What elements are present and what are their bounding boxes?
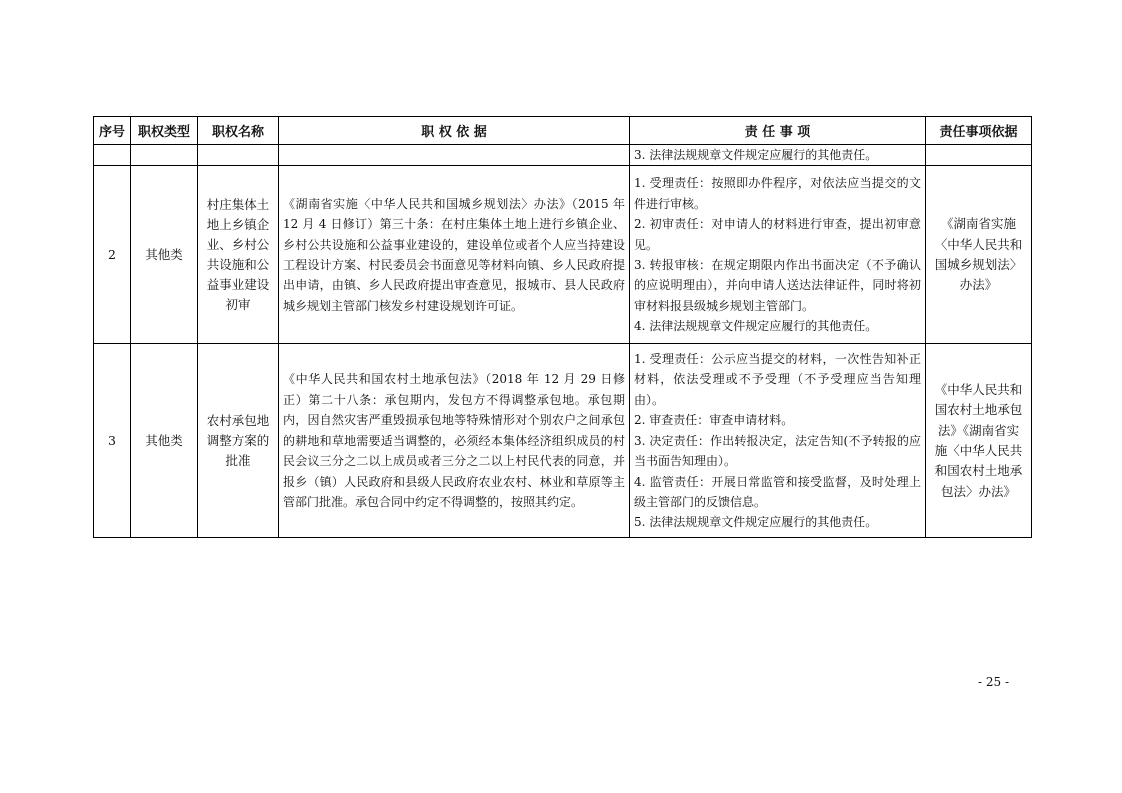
continuation-row (94, 145, 1032, 166)
row-reference: 《中华人民共和国农村土地承包法》《湖南省实施〈中华人民共和国农村土地承包法〉办法》 (926, 344, 1032, 538)
responsibility-item: 1. 受理责任：按照即办件程序，对依法应当提交的文件进行审核。 (634, 176, 921, 211)
row-name: 农村承包地调整方案的批准 (198, 344, 279, 538)
row-responsibilities (630, 166, 926, 344)
row-number: 2 (94, 166, 131, 344)
row-type: 其他类 (131, 166, 198, 344)
responsibility-table (93, 116, 1032, 538)
row-basis: 《中华人民共和国农村土地承包法》（2018 年 12 月 29 日修正）第二十八条：承包期内，发包方不得调整承包地。承包期内，因自然灾害严重毁损承包地等特殊情形对个别农户之间承包的耕地和草地需要适当调整的，必须经本集体经济组织成员的村民会议三分之二以上成员或者三分之二以上村民代表的同意，并报乡（镇）人民政府和县级人民政府农业农村、林业和草原等主管部门批准。承包合同中约定不得调整的，按照其约定。 (279, 344, 630, 538)
responsibility-item: 1. 受理责任：公示应当提交的材料，一次性告知补正材料，依法受理或不予受理（不予受理应当告知理由）。 (634, 352, 921, 407)
header-reference: 责任事项依据 (926, 117, 1032, 145)
row-type: 其他类 (131, 344, 198, 538)
row-number: 3 (94, 344, 131, 538)
header-responsibility: 责 任 事 项 (630, 117, 926, 145)
row-basis: 《湖南省实施〈中华人民共和国城乡规划法〉办法》（2015 年 12 月 4 日修订）第三十条：在村庄集体土地上进行乡镇企业、乡村公共设施和公益事业建设的，建设单位或者个人应当持建设工程设计方案、村民委员会书面意见等材料向镇、乡人民政府提出申请，由镇、乡人民政府提出审查意见，报城市、县人民政府城乡规划主管部门核发乡村建设规划许可证。 (279, 166, 630, 344)
header-number: 序号 (94, 117, 131, 145)
responsibility-item: 2. 审查责任：审查申请材料。 (634, 413, 794, 428)
table-row (94, 344, 1032, 538)
responsibility-item: 4. 法律法规规章文件规定应履行的其他责任。 (634, 319, 878, 334)
responsibility-item: 5. 法律法规规章文件规定应履行的其他责任。 (634, 515, 878, 530)
responsibility-item: 3. 决定责任：作出转报决定，法定告知(不予转报的应当书面告知理由）。 (634, 433, 921, 469)
header-name: 职权名称 (198, 117, 279, 145)
header-basis: 职 权 依 据 (279, 117, 630, 145)
continuation-responsibility: 3. 法律法规规章文件规定应履行的其他责任。 (630, 145, 926, 166)
row-responsibilities (630, 344, 926, 538)
responsibility-item: 4. 监管责任：开展日常监管和接受监督，及时处理上级主管部门的反馈信息。 (634, 474, 921, 509)
row-name: 村庄集体土地上乡镇企业、乡村公共设施和公益事业建设初审 (198, 166, 279, 344)
responsibility-item: 3. 转报审核：在规定期限内作出书面决定（不予确认的应说明理由），并向申请人送达法律证件，同时将初审材料报县级城乡规划主管部门。 (634, 257, 921, 313)
table-header-row (94, 117, 1032, 145)
page-number: - 25 - (978, 675, 1010, 689)
table-row (94, 166, 1032, 344)
row-reference: 《湖南省实施〈中华人民共和国城乡规划法〉办法》 (926, 166, 1032, 344)
responsibility-item: 2. 初审责任：对申请人的材料进行审查，提出初审意见。 (634, 217, 921, 252)
header-type: 职权类型 (131, 117, 198, 145)
